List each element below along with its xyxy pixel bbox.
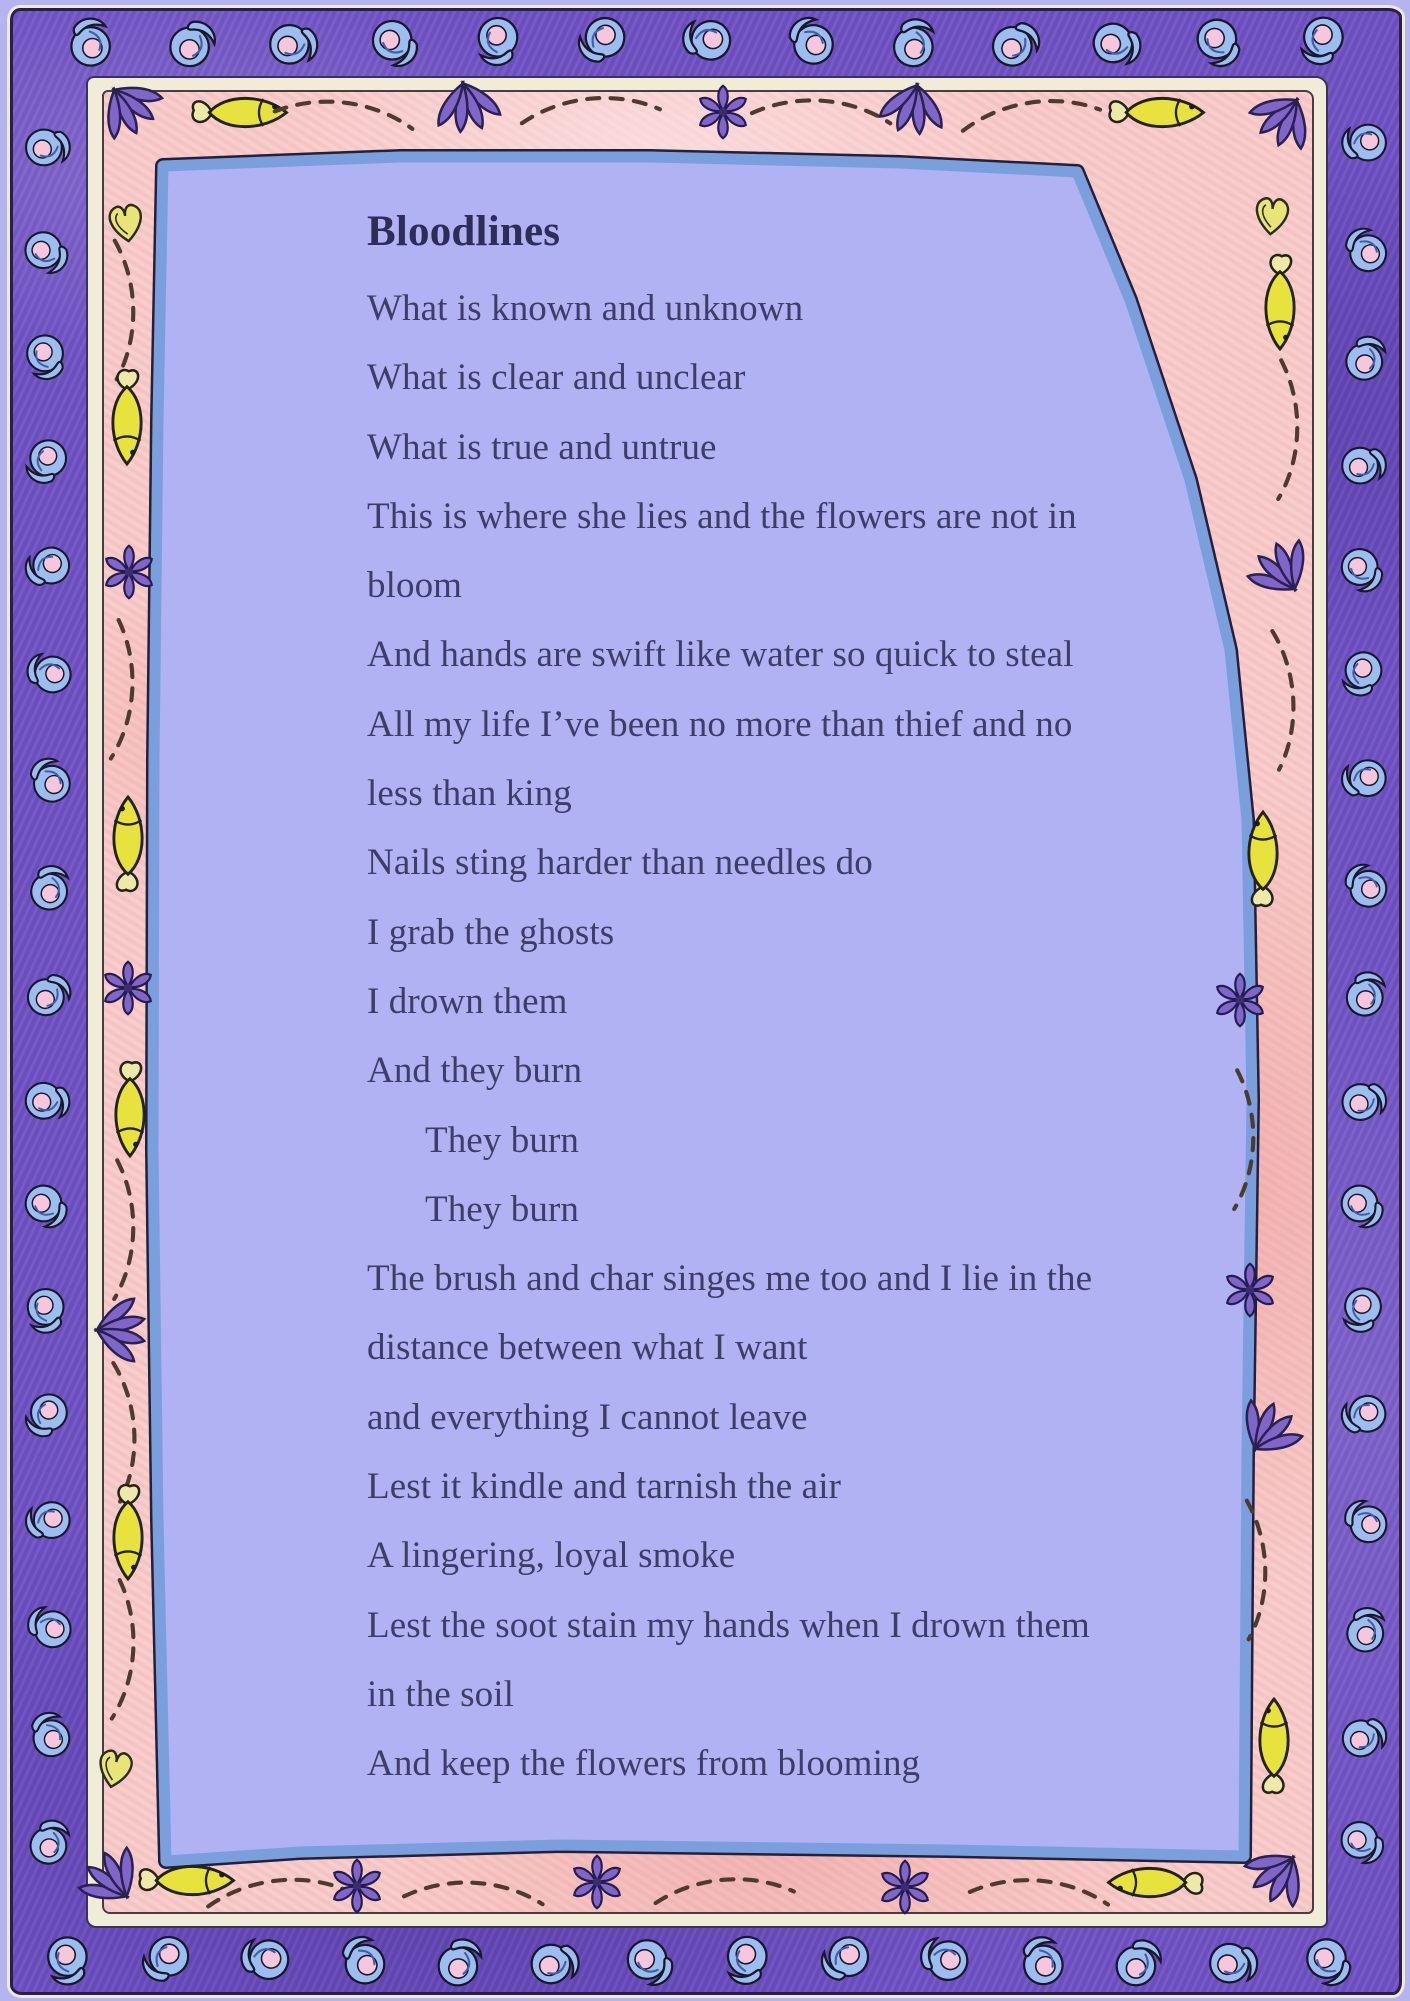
- poem-line: They burn: [425, 1188, 579, 1230]
- poem-line: What is true and untrue: [367, 426, 717, 468]
- poem-line: And keep the flowers from blooming: [367, 1743, 921, 1785]
- poem-line: The brush and char singes me too and I lie in the: [367, 1258, 1093, 1300]
- poem-lines: [367, 274, 1092, 1799]
- poem-line: less than king: [367, 773, 572, 815]
- poem-line: They burn: [425, 1119, 579, 1161]
- poem-line: What is clear and unclear: [367, 357, 746, 399]
- poem-line: and everything I cannot leave: [367, 1396, 808, 1438]
- poem-line: I drown them: [367, 980, 568, 1022]
- poem-title: Bloodlines: [367, 208, 561, 255]
- poem-line: distance between what I want: [367, 1327, 808, 1369]
- poem-line: Nails sting harder than needles do: [367, 842, 873, 884]
- poem-line: A lingering, loyal smoke: [367, 1535, 736, 1577]
- poem-line: bloom: [367, 565, 463, 607]
- poem-line: This is where she lies and the flowers are not in: [367, 495, 1077, 537]
- poem-line: in the soil: [367, 1673, 515, 1715]
- poem-line: And they burn: [367, 1050, 583, 1092]
- poem-line: All my life I’ve been no more than thief and no: [367, 703, 1073, 745]
- poem-line: Lest it kindle and tarnish the air: [367, 1466, 841, 1508]
- poem-line: I grab the ghosts: [367, 911, 615, 953]
- poem-line: And hands are swift like water so quick to steal: [367, 634, 1074, 676]
- poem-line: Lest the soot stain my hands when I drown them: [367, 1604, 1090, 1646]
- poem-line: What is known and unknown: [367, 288, 804, 329]
